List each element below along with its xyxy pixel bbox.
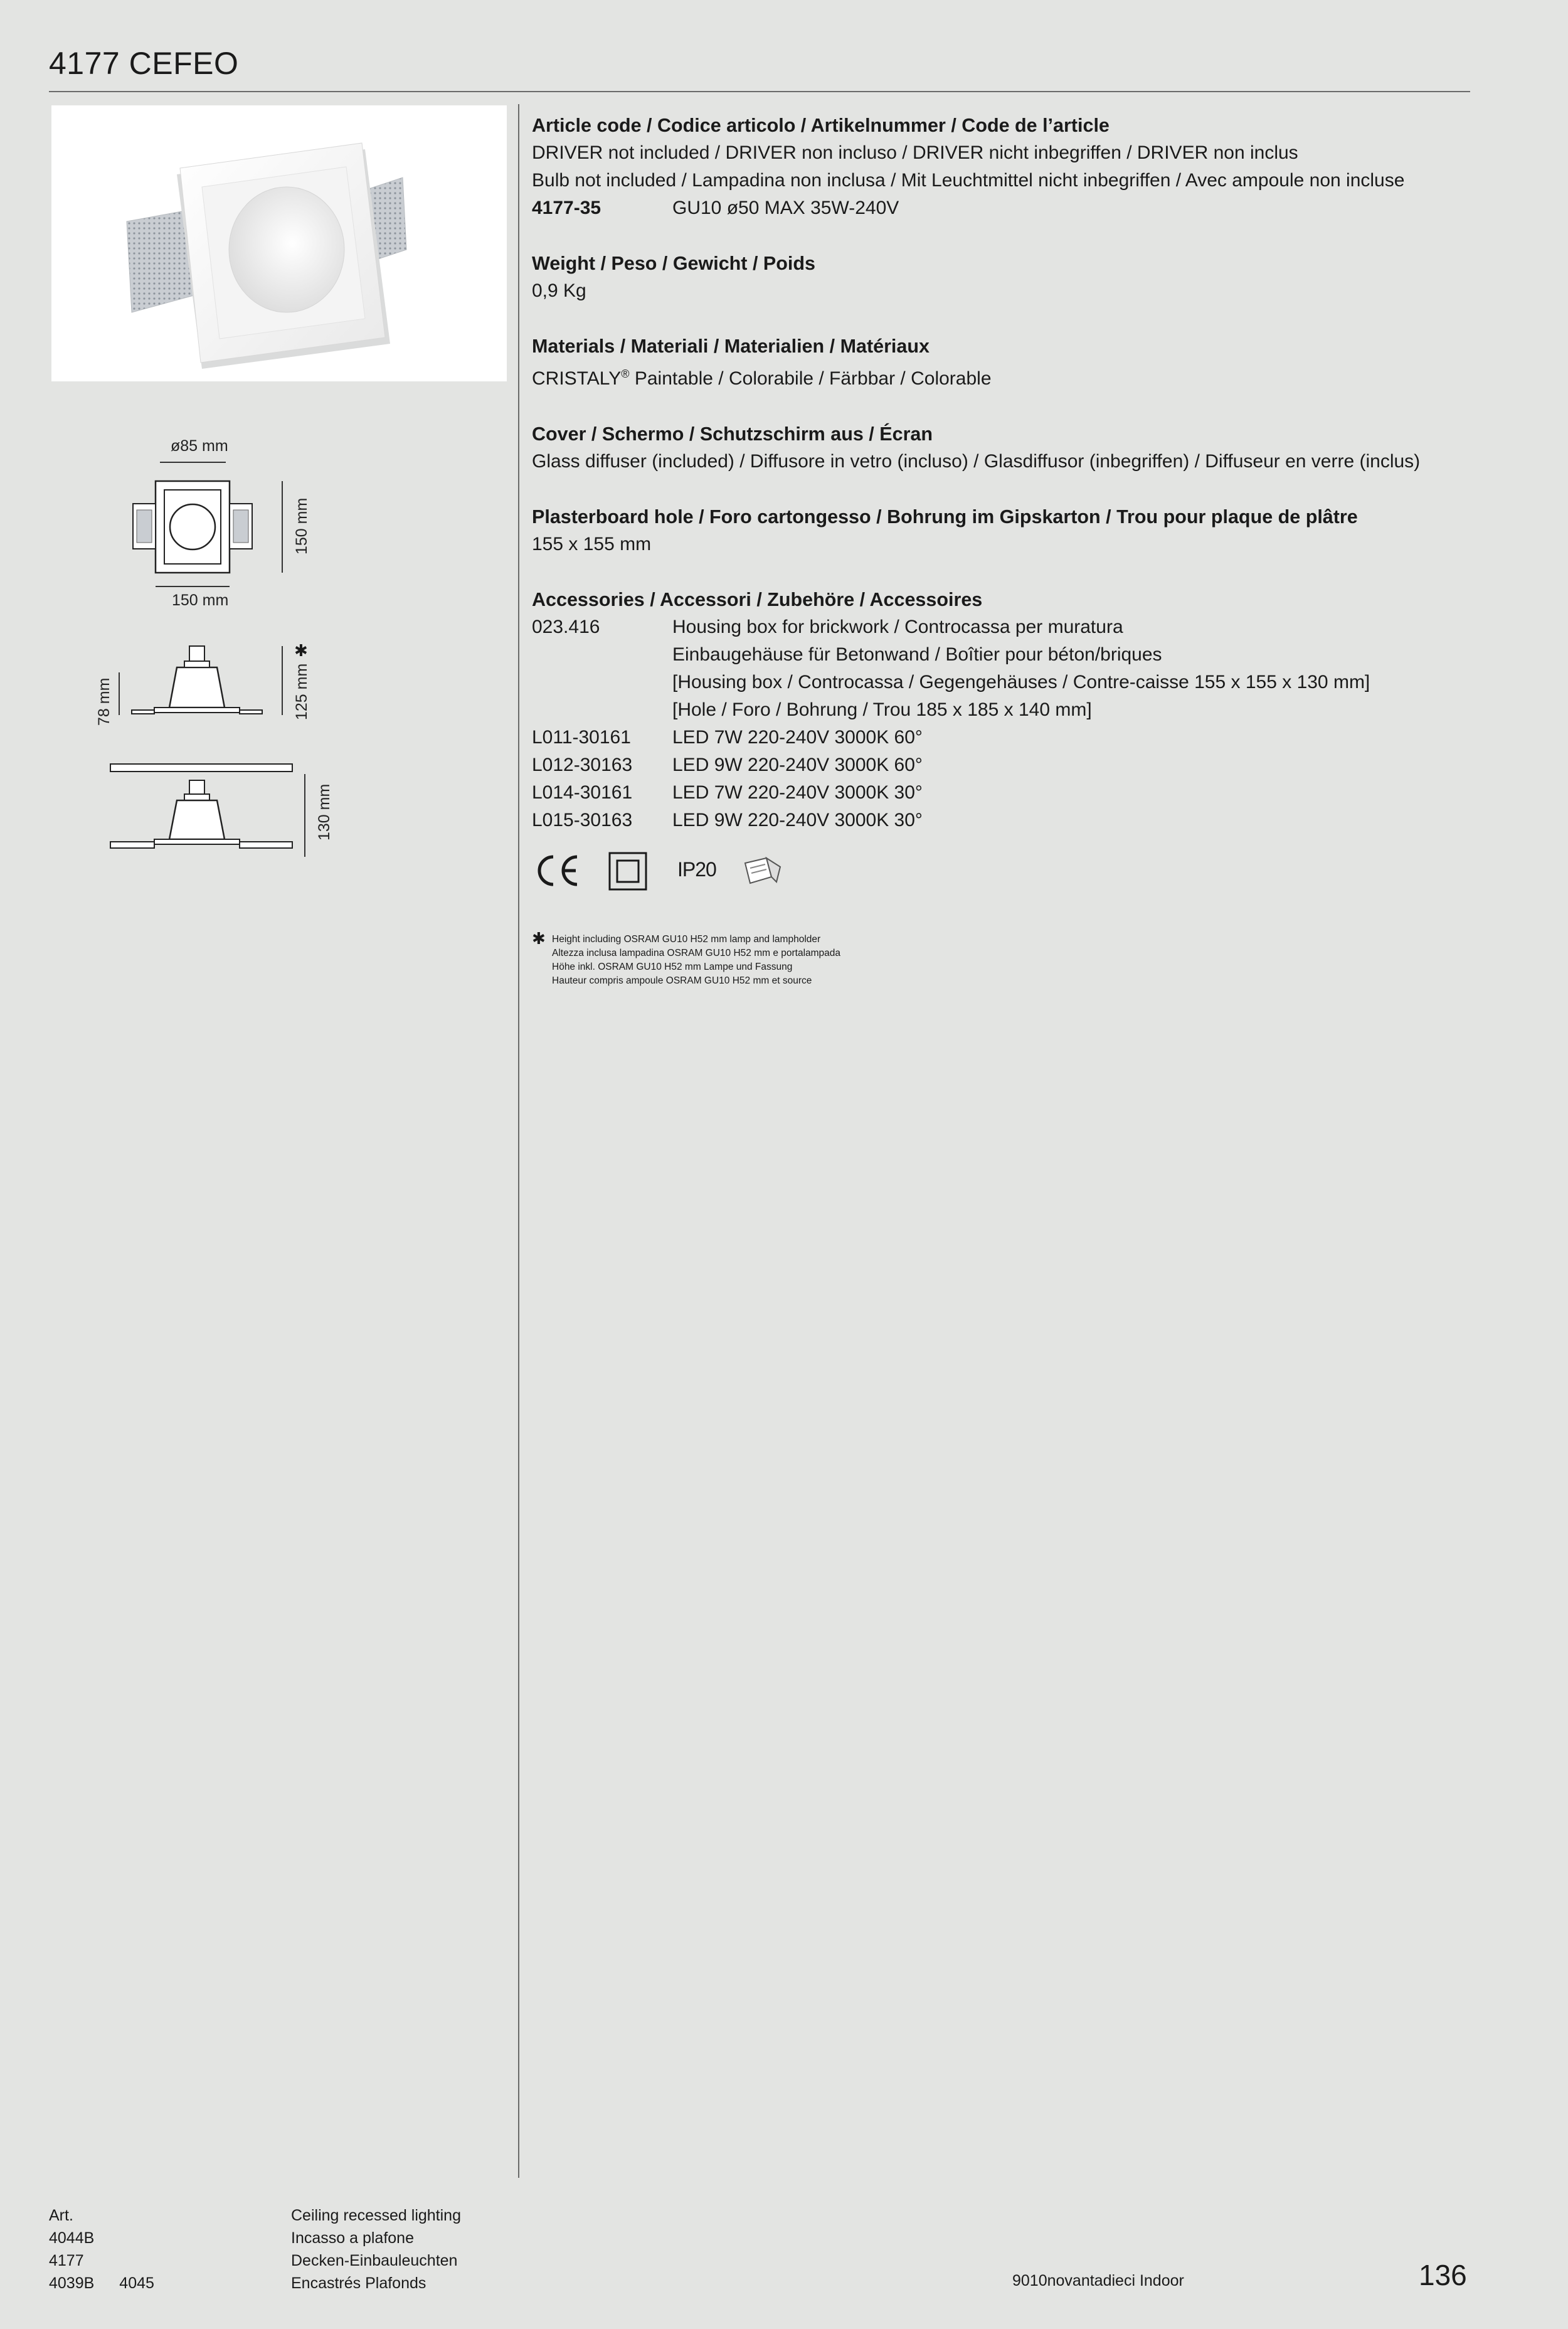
article-desc: GU10 ø50 MAX 35W-240V xyxy=(672,198,899,218)
footer-category xyxy=(291,2204,461,2295)
paintable-icon xyxy=(741,854,785,888)
list-item xyxy=(532,751,1448,779)
hole-heading: Plasterboard hole / Foro cartongesso / Bohrung im Gipskarton / Trou pour plaque de plâtre xyxy=(532,506,1358,528)
accessory-code: L015-30163 xyxy=(532,810,633,830)
article-row xyxy=(532,194,1448,222)
list-item xyxy=(532,669,1448,696)
accessory-code: 023.416 xyxy=(532,617,600,637)
weight-value: 0,9 Kg xyxy=(532,280,586,301)
materials-value xyxy=(532,360,1448,393)
driver-line: DRIVER not included / DRIVER non incluso / DRIVER nicht inbegriffen / DRIVER non inclus xyxy=(532,142,1298,163)
footer-code: 4044B xyxy=(49,2229,95,2247)
dim-side-left: 78 mm xyxy=(95,677,113,726)
page-title: 4177 CEFEO xyxy=(49,46,239,81)
category-line: Ceiling recessed lighting xyxy=(291,2207,461,2224)
category-line: Decken-Einbauleuchten xyxy=(291,2252,458,2269)
footnote-line: Hauteur compris ampoule OSRAM GU10 H52 mm et source xyxy=(552,975,812,986)
footnote xyxy=(532,929,841,988)
materials-brand: CRISTALY xyxy=(532,368,622,389)
accessory-code: L012-30163 xyxy=(532,755,633,775)
spec-block xyxy=(532,112,1448,834)
weight-heading: Weight / Peso / Gewicht / Poids xyxy=(532,253,815,274)
list-item xyxy=(532,696,1448,724)
category-line: Incasso a plafone xyxy=(291,2229,414,2247)
dim-side-right: 125 mm xyxy=(293,663,310,720)
accessory-code: L014-30161 xyxy=(532,782,633,803)
footnote-line: Height including OSRAM GU10 H52 mm lamp and lampholder xyxy=(552,934,821,945)
cover-heading: Cover / Schermo / Schutzschirm aus / Écran xyxy=(532,423,933,445)
list-item xyxy=(532,613,1448,641)
accessories-heading: Accessories / Accessori / Zubehöre / Accessoires xyxy=(532,589,983,610)
footnote-star: ✱ xyxy=(532,929,546,948)
article-heading: Article code / Codice articolo / Artikelnummer / Code de l’article xyxy=(532,115,1110,136)
list-item xyxy=(532,724,1448,751)
side-drawing xyxy=(107,641,295,729)
accessory-desc: [Hole / Foro / Bohrung / Trou 185 x 185 x 140 mm] xyxy=(672,699,1092,720)
hole-value: 155 x 155 mm xyxy=(532,534,652,554)
accessory-desc: LED 9W 220-240V 3000K 60° xyxy=(672,755,923,775)
footnote-line: Altezza inclusa lampadina OSRAM GU10 H52 mm e portalampada xyxy=(552,948,841,958)
double-insulation-icon xyxy=(608,852,647,891)
art-label: Art. xyxy=(49,2207,73,2224)
footer-codes xyxy=(49,2204,154,2295)
front-drawing xyxy=(125,461,314,605)
box-drawing xyxy=(107,758,307,864)
product-photo xyxy=(51,105,507,381)
bulb-line: Bulb not included / Lampadina non inclusa / Mit Leuchtmittel nicht inbegriffen / Avec ampoule non incluse xyxy=(532,170,1405,191)
category-line: Encastrés Plafonds xyxy=(291,2274,426,2292)
dim-box-height: 130 mm xyxy=(315,783,333,841)
accessory-desc: Housing box for brickwork / Controcassa per muratura xyxy=(672,617,1123,637)
materials-rest: Paintable / Colorabile / Färbbar / Colorable xyxy=(629,368,992,389)
list-item xyxy=(532,779,1448,807)
accessory-desc: LED 9W 220-240V 3000K 30° xyxy=(672,810,923,830)
ce-mark-icon xyxy=(532,852,582,889)
footnote-line: Höhe inkl. OSRAM GU10 H52 mm Lampe und Fassung xyxy=(552,962,793,972)
cover-value: Glass diffuser (included) / Diffusore in vetro (incluso) / Glasdiffusor (inbegriffen) / Diffuseur en verre (inclus) xyxy=(532,451,1421,472)
accessory-desc: LED 7W 220-240V 3000K 60° xyxy=(672,727,923,748)
dim-diameter: ø85 mm xyxy=(171,437,228,455)
header-rule xyxy=(49,91,1470,92)
materials-heading: Materials / Materiali / Materialien / Matériaux xyxy=(532,336,930,357)
footer-code: 4045 xyxy=(119,2274,154,2292)
page-number: 136 xyxy=(1419,2259,1467,2291)
article-code: 4177-35 xyxy=(532,198,601,218)
accessory-desc: LED 7W 220-240V 3000K 30° xyxy=(672,782,923,803)
brand-label: 9010novantadieci Indoor xyxy=(1012,2272,1184,2289)
list-item xyxy=(532,807,1448,834)
column-divider xyxy=(518,104,519,2178)
footer-code: 4177 xyxy=(49,2252,84,2269)
accessory-desc: Einbaugehäuse für Betonwand / Boîtier pour béton/briques xyxy=(672,644,1162,665)
dim-front-height: 150 mm xyxy=(293,497,310,554)
list-item xyxy=(532,641,1448,669)
accessory-code: L011-30161 xyxy=(532,727,631,748)
registered-mark: ® xyxy=(621,368,630,380)
ip-rating: IP20 xyxy=(677,858,716,881)
dim-front-width: 150 mm xyxy=(172,592,229,609)
footer-code: 4039B xyxy=(49,2274,95,2292)
asterisk-marker: ✱ xyxy=(294,641,308,660)
accessory-desc: [Housing box / Controcassa / Gegengehäuses / Contre-caisse 155 x 155 x 130 mm] xyxy=(672,672,1370,692)
